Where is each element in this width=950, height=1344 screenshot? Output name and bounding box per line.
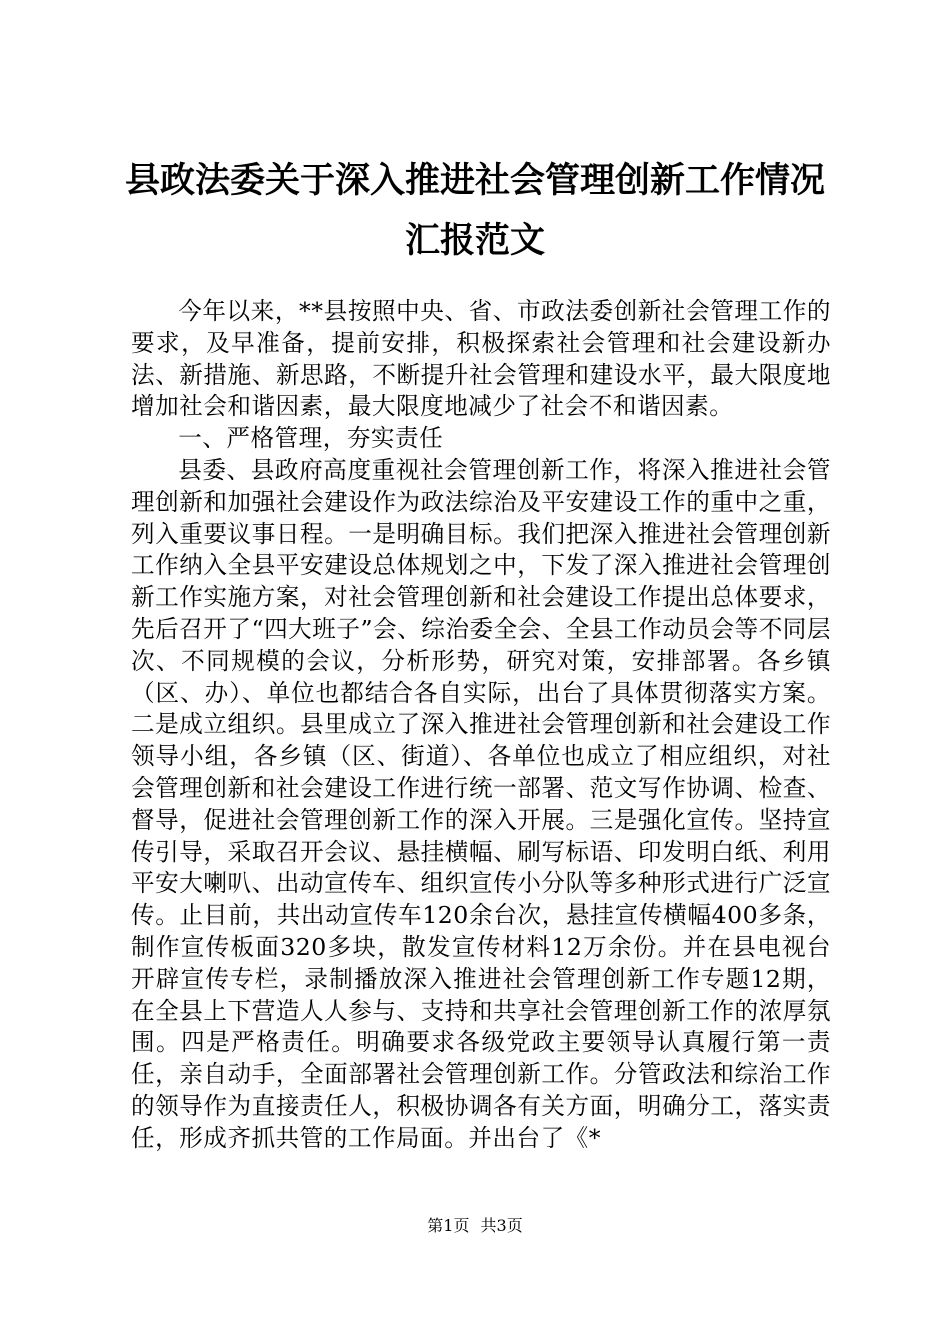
paragraph-intro: 今年以来，**县按照中央、省、市政法委创新社会管理工作的要求，及早准备，提前安排，积极探索社会管理和社会建设新办法、新措施、新思路，不断提升社会管理和建设水平，最大限度地增加社会和谐因素，最大限度地减少了社会不和谐因素。 bbox=[131, 297, 831, 421]
section-heading: 一、严格管理，夯实责任 bbox=[178, 424, 444, 453]
document-title-line-1: 县政法委关于深入推进社会管理创新工作情况 bbox=[124, 161, 825, 201]
paragraph-section-1: 县委、县政府高度重视社会管理创新工作，将深入推进社会管理创新和加强社会建设作为政法综治及平安建设工作的重中之重，列入重要议事日程。一是明确目标。我们把深入推进社会管理创新工作纳入全县平安建设总体规划之中，下发了深入推进社会管理创新工作实施方案，对社会管理创新和社会建设工作提出总体要求，先后召开了“四大班子”会、综治委全会、全县工作动员会等不同层次、不同规模的会议，分析形势，研究对策，安排部署。各乡镇（区、办）、单位也都结合各自实际，出台了具体贯彻落实方案。二是成立组织。县里成立了深入推进社会管理创新和社会建设工作领导小组，各乡镇（区、街道）、各单位也成立了相应组织，对社会管理创新和社会建设工作进行统一部署、范文写作协调、检查、督导，促进社会管理创新工作的深入开展。三是强化宣传。坚持宣传引导，采取召开会议、悬挂横幅、刷写标语、印发明白纸、利用平安大喇叭、出动宣传车、组织宣传小分队等多种形式进行广泛宣传。止目前，共出动宣传车120余台次，悬挂宣传横幅400多条，制作宣传板面320多块，散发宣传材料12万余份。并在县电视台开辟宣传专栏，录制播放深入推进社会管理创新工作专题12期，在全县上下营造人人参与、支持和共享社会管理创新工作的浓厚氛围。四是严格责任。明确要求各级党政主要领导认真履行第一责任，亲自动手，全面部署社会管理创新工作。分管政法和综治工作的领导作为直接责任人，积极协调各有关方面，明确分工，落实责任，形成齐抓共管的工作局面。并出台了《* bbox=[131, 455, 831, 1152]
page-footer bbox=[0, 1216, 950, 1236]
document-body bbox=[131, 296, 831, 1155]
document-title-line-2: 汇报范文 bbox=[404, 221, 545, 261]
page-total: 共3页 bbox=[480, 1216, 523, 1235]
page-number: 第1页 bbox=[427, 1216, 470, 1235]
